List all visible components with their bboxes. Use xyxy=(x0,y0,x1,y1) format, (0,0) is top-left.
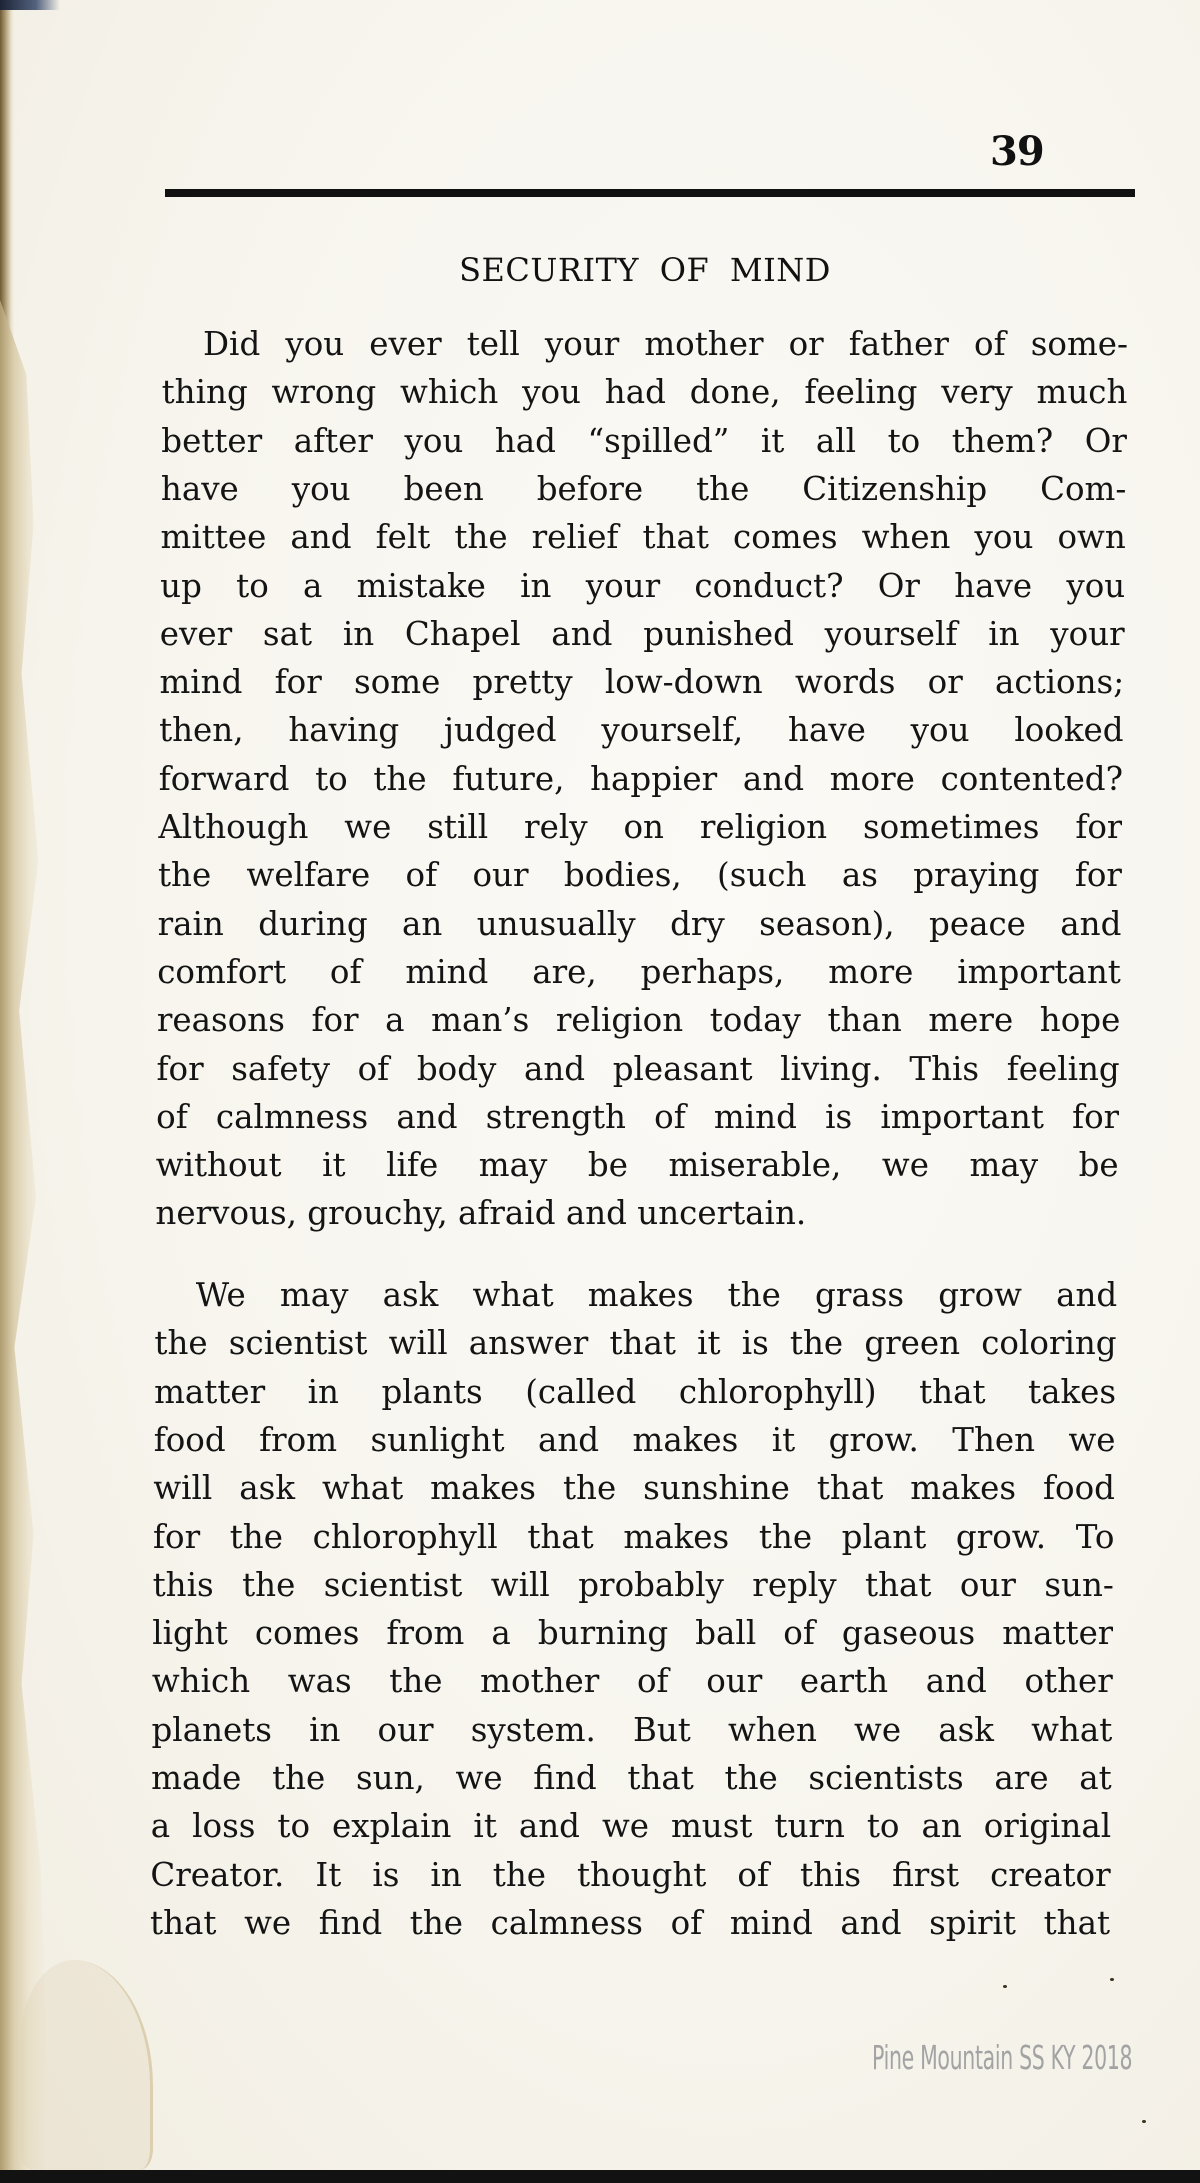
text-line: up to a mistake in your conduct? Or have you xyxy=(160,566,1126,605)
text-line: then, having judged yourself, have you looked xyxy=(159,711,1124,750)
text-line: rain during an unusually dry season), peace and xyxy=(157,904,1122,943)
text-line: a loss to explain it and we must turn to an original xyxy=(150,1807,1112,1846)
ink-speck xyxy=(1003,1985,1007,1988)
text-line: this the scientist will probably reply that our sun- xyxy=(152,1565,1114,1604)
text-line: thing wrong which you had done, feeling very much xyxy=(161,373,1128,412)
text-line: light comes from a burning ball of gaseous matter xyxy=(152,1614,1114,1653)
text-line: without it life may be miserable, we may be xyxy=(155,1146,1119,1185)
text-line: food from sunlight and makes it grow. Then we xyxy=(153,1420,1116,1459)
text-line: better after you had “spilled” it all to them? Or xyxy=(161,421,1127,460)
watermark: Pine Mountain SS KY 2018 xyxy=(872,2038,1133,2077)
text-line: which was the mother of our earth and other xyxy=(151,1662,1113,1701)
text-line: of calmness and strength of mind is important for xyxy=(156,1097,1120,1136)
text-line: We may ask what makes the grass grow and xyxy=(195,1276,1118,1314)
page-bottom-edge xyxy=(0,2170,1200,2183)
text-line: forward to the future, happier and more contented? xyxy=(158,759,1124,798)
text-line: reasons for a man’s religion today than mere hope xyxy=(156,1001,1121,1040)
text-line: planets in our system. But when we ask what xyxy=(151,1710,1113,1749)
text-line: ever sat in Chapel and punished yourself in your xyxy=(159,614,1125,653)
text-line: the scientist will answer that it is the green coloring xyxy=(154,1324,1117,1363)
text-line: comfort of mind are, perhaps, more important xyxy=(157,952,1121,991)
text-line: made the sun, we find that the scientists are at xyxy=(151,1759,1112,1797)
text-line: that we find the calmness of mind and spirit that xyxy=(150,1903,1111,1942)
text-line: will ask what makes the sunshine that makes food xyxy=(153,1469,1115,1508)
text-line: mittee and felt the relief that comes when you own xyxy=(160,518,1126,557)
text-line: matter in plants (called chlorophyll) that takes xyxy=(154,1372,1117,1411)
text-line: Did you ever tell your mother or father of some- xyxy=(203,325,1128,363)
text-line: have you been before the Citizenship Com- xyxy=(160,469,1127,508)
text-line: Creator. It is in the thought of this first creator xyxy=(150,1855,1111,1894)
text-line: Although we still rely on religion sometimes for xyxy=(158,808,1123,846)
chapter-title: SECURITY OF MIND xyxy=(459,251,831,289)
page-number: 39 xyxy=(990,128,1044,175)
text-line: for safety of body and pleasant living. This feeling xyxy=(156,1049,1120,1088)
text-line: nervous, grouchy, afraid and uncertain. xyxy=(155,1194,807,1233)
text-line: mind for some pretty low-down words or actions; xyxy=(159,663,1125,702)
ink-speck xyxy=(1142,2120,1146,2123)
text-line: for the chlorophyll that makes the plant grow. To xyxy=(152,1517,1115,1556)
text-line: the welfare of our bodies, (such as praying for xyxy=(157,856,1122,895)
ink-speck xyxy=(1110,1978,1114,1981)
